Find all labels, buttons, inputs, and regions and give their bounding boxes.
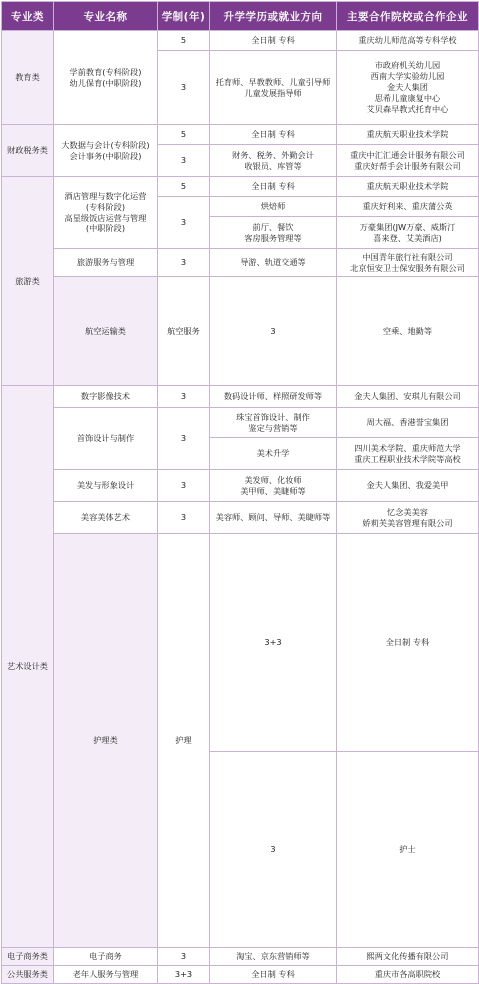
table-row (2, 125, 479, 145)
table-cell: 3 (210, 277, 337, 386)
header-direction: 升学学历或就业方向 (210, 2, 337, 31)
table-cell: 3+3 (210, 534, 337, 752)
table-cell: 数码设计师、样照研发师等 (210, 386, 337, 408)
table-cell: 财务、税务、外勤会计 收银员、库管等 (210, 145, 337, 177)
table-cell: 美发与形象设计 (54, 470, 158, 502)
table-cell: 电子商务 (54, 947, 158, 965)
table-cell: 3+3 (158, 965, 210, 983)
table-cell: 全日制 专科 (210, 31, 337, 51)
table-row (2, 502, 479, 534)
table-cell: 重庆幼儿师范高等专科学校 (337, 31, 479, 51)
table-row (2, 277, 479, 386)
table-cell: 周大福、香港誉宝集团 (337, 408, 479, 438)
table-body (2, 31, 479, 984)
table-cell: 旅游类 (2, 177, 54, 386)
table-cell: 首饰设计与制作 (54, 408, 158, 470)
table-cell: 3 (158, 386, 210, 408)
table-cell: 3 (158, 249, 210, 277)
table-cell: 金夫人集团、我爱美甲 (337, 470, 479, 502)
table-cell: 重庆航天职业技术学院 (337, 177, 479, 197)
table-cell: 3 (158, 947, 210, 965)
table-cell: 导游、轨道交通等 (210, 249, 337, 277)
table-cell: 金夫人集团、安琪儿有限公司 (337, 386, 479, 408)
table-cell: 财政税务类 (2, 125, 54, 177)
table-cell: 大数据与会计(专科阶段) 会计事务(中职阶段) (54, 125, 158, 177)
table-cell: 3 (158, 408, 210, 470)
table-cell: 旅游服务与管理 (54, 249, 158, 277)
table-cell: 航空服务 (158, 277, 210, 386)
table-cell: 3 (210, 751, 337, 947)
table-cell: 忆念美美容 娇莉芙美容管理有限公司 (337, 502, 479, 534)
table-row (2, 534, 479, 752)
table-cell: 中国青年旅行社有限公司 北京恒安卫士保安服务有限公司 (337, 249, 479, 277)
table-header-row (2, 2, 479, 31)
table-cell: 3 (158, 145, 210, 177)
table-cell: 重庆中汇汇通会计服务有限公司 重庆好帮手会计服务有限公司 (337, 145, 479, 177)
program-table (1, 1, 479, 984)
table-cell: 3 (158, 197, 210, 249)
table-cell: 护理 (158, 534, 210, 947)
header-major: 专业名称 (54, 2, 158, 31)
table-cell: 淘宝、京东营销师等 (210, 947, 337, 965)
table-cell: 托育师、早教教师、儿童引导师 儿童发展指导师 (210, 51, 337, 125)
table-cell: 学前教育(专科阶段) 幼儿保育(中职阶段) (54, 31, 158, 125)
table-row (2, 31, 479, 51)
table-cell: 熙两文化传播有限公司 (337, 947, 479, 965)
table-cell: 电子商务类 (2, 947, 54, 965)
table-cell: 重庆市各高职院校 (337, 965, 479, 983)
table-cell: 万豪集团(JW万豪、威斯汀 喜来登、艾美酒店) (337, 217, 479, 249)
table-row (2, 386, 479, 408)
table-row (2, 249, 479, 277)
table-cell: 全日制 专科 (210, 177, 337, 197)
table-cell: 5 (158, 177, 210, 197)
table-cell: 全日制 专科 (210, 125, 337, 145)
table-cell: 3 (158, 502, 210, 534)
table-cell: 公共服务类 (2, 965, 54, 983)
header-category: 专业类 (2, 2, 54, 31)
table-cell: 老年人服务与管理 (54, 965, 158, 983)
table-cell: 护理类 (54, 534, 158, 947)
table-cell: 重庆航天职业技术学院 (337, 125, 479, 145)
header-duration: 学制(年) (158, 2, 210, 31)
table-cell: 烘焙师 (210, 197, 337, 217)
table-cell: 5 (158, 125, 210, 145)
table-row (2, 470, 479, 502)
table-cell: 3 (158, 51, 210, 125)
table-cell: 艺术设计类 (2, 386, 54, 947)
table-cell: 珠宝首饰设计、制作 鉴定与营销等 (210, 408, 337, 438)
table-cell: 美容师、顾问、导师、美睫师等 (210, 502, 337, 534)
table-row (2, 177, 479, 197)
table-cell: 空乘、地勤等 (337, 277, 479, 386)
table-cell: 前厅、餐饮 客房服务管理等 (210, 217, 337, 249)
table-cell: 5 (158, 31, 210, 51)
table-cell: 四川美术学院、重庆师范大学 重庆工程职业技术学院等高校 (337, 438, 479, 470)
table-cell: 教育类 (2, 31, 54, 125)
table-cell: 3 (158, 470, 210, 502)
table-cell: 护士 (337, 751, 479, 947)
table-cell: 美发师、化妆师 美甲师、美睫师等 (210, 470, 337, 502)
table-row (2, 965, 479, 983)
table-cell: 重庆好利来、重庆蒲公英 (337, 197, 479, 217)
table-cell: 数字影像技术 (54, 386, 158, 408)
table-cell: 酒店管理与数字化运营 (专科阶段) 高星级饭店运营与管理 (中职阶段) (54, 177, 158, 249)
table-cell: 全日制 专科 (210, 965, 337, 983)
table-row (2, 408, 479, 438)
table-cell: 全日制 专科 (337, 534, 479, 752)
table-cell: 航空运输类 (54, 277, 158, 386)
table-row (2, 947, 479, 965)
header-partners: 主要合作院校或合作企业 (337, 2, 479, 31)
table-cell: 美术升学 (210, 438, 337, 470)
table-cell: 美容美体艺术 (54, 502, 158, 534)
table-cell: 市政府机关幼儿园 西南大学实验幼儿园 金夫人集团 思希儿童康复中心 艾贝森早教式托育中心 (337, 51, 479, 125)
